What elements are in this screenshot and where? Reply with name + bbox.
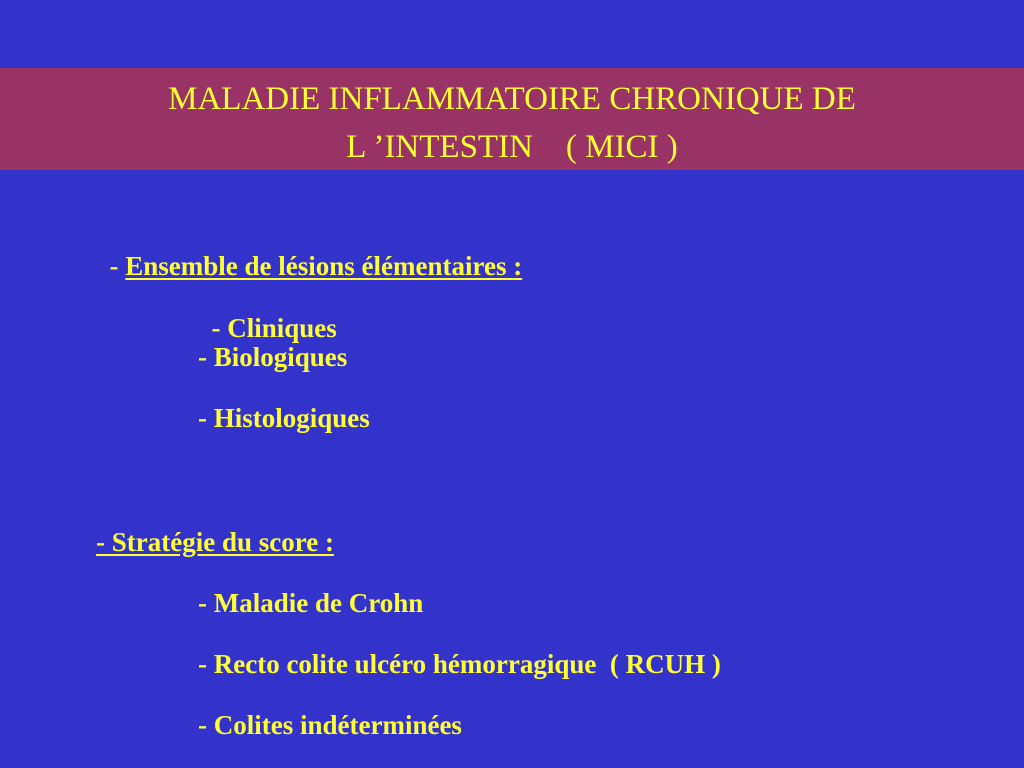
section2-item-2: - Recto colite ulcéro hémorragique ( RCUH ) <box>198 649 721 679</box>
section1-heading-line <box>96 218 522 282</box>
section1-item-2: - Biologiques <box>198 342 348 372</box>
section1-item-1-line <box>96 280 337 344</box>
slide-title-line-1: MALADIE INFLAMMATOIRE CHRONIQUE DE <box>168 81 856 117</box>
section1-heading: Ensemble de lésions élémentaires : <box>125 251 523 281</box>
section2-item-1: - Maladie de Crohn <box>198 588 424 618</box>
section1-item-3: - Histologiques <box>198 403 370 433</box>
section1-dash: - <box>109 251 126 281</box>
section2-heading: - Stratégie du score : <box>96 527 334 557</box>
section2-item-3: - Colites indéterminées <box>198 710 462 740</box>
underline-spacer <box>110 312 212 344</box>
section1-item-1: - Cliniques <box>211 313 337 343</box>
slide-title-line-2: L ’INTESTIN ( MICI ) <box>346 129 678 165</box>
